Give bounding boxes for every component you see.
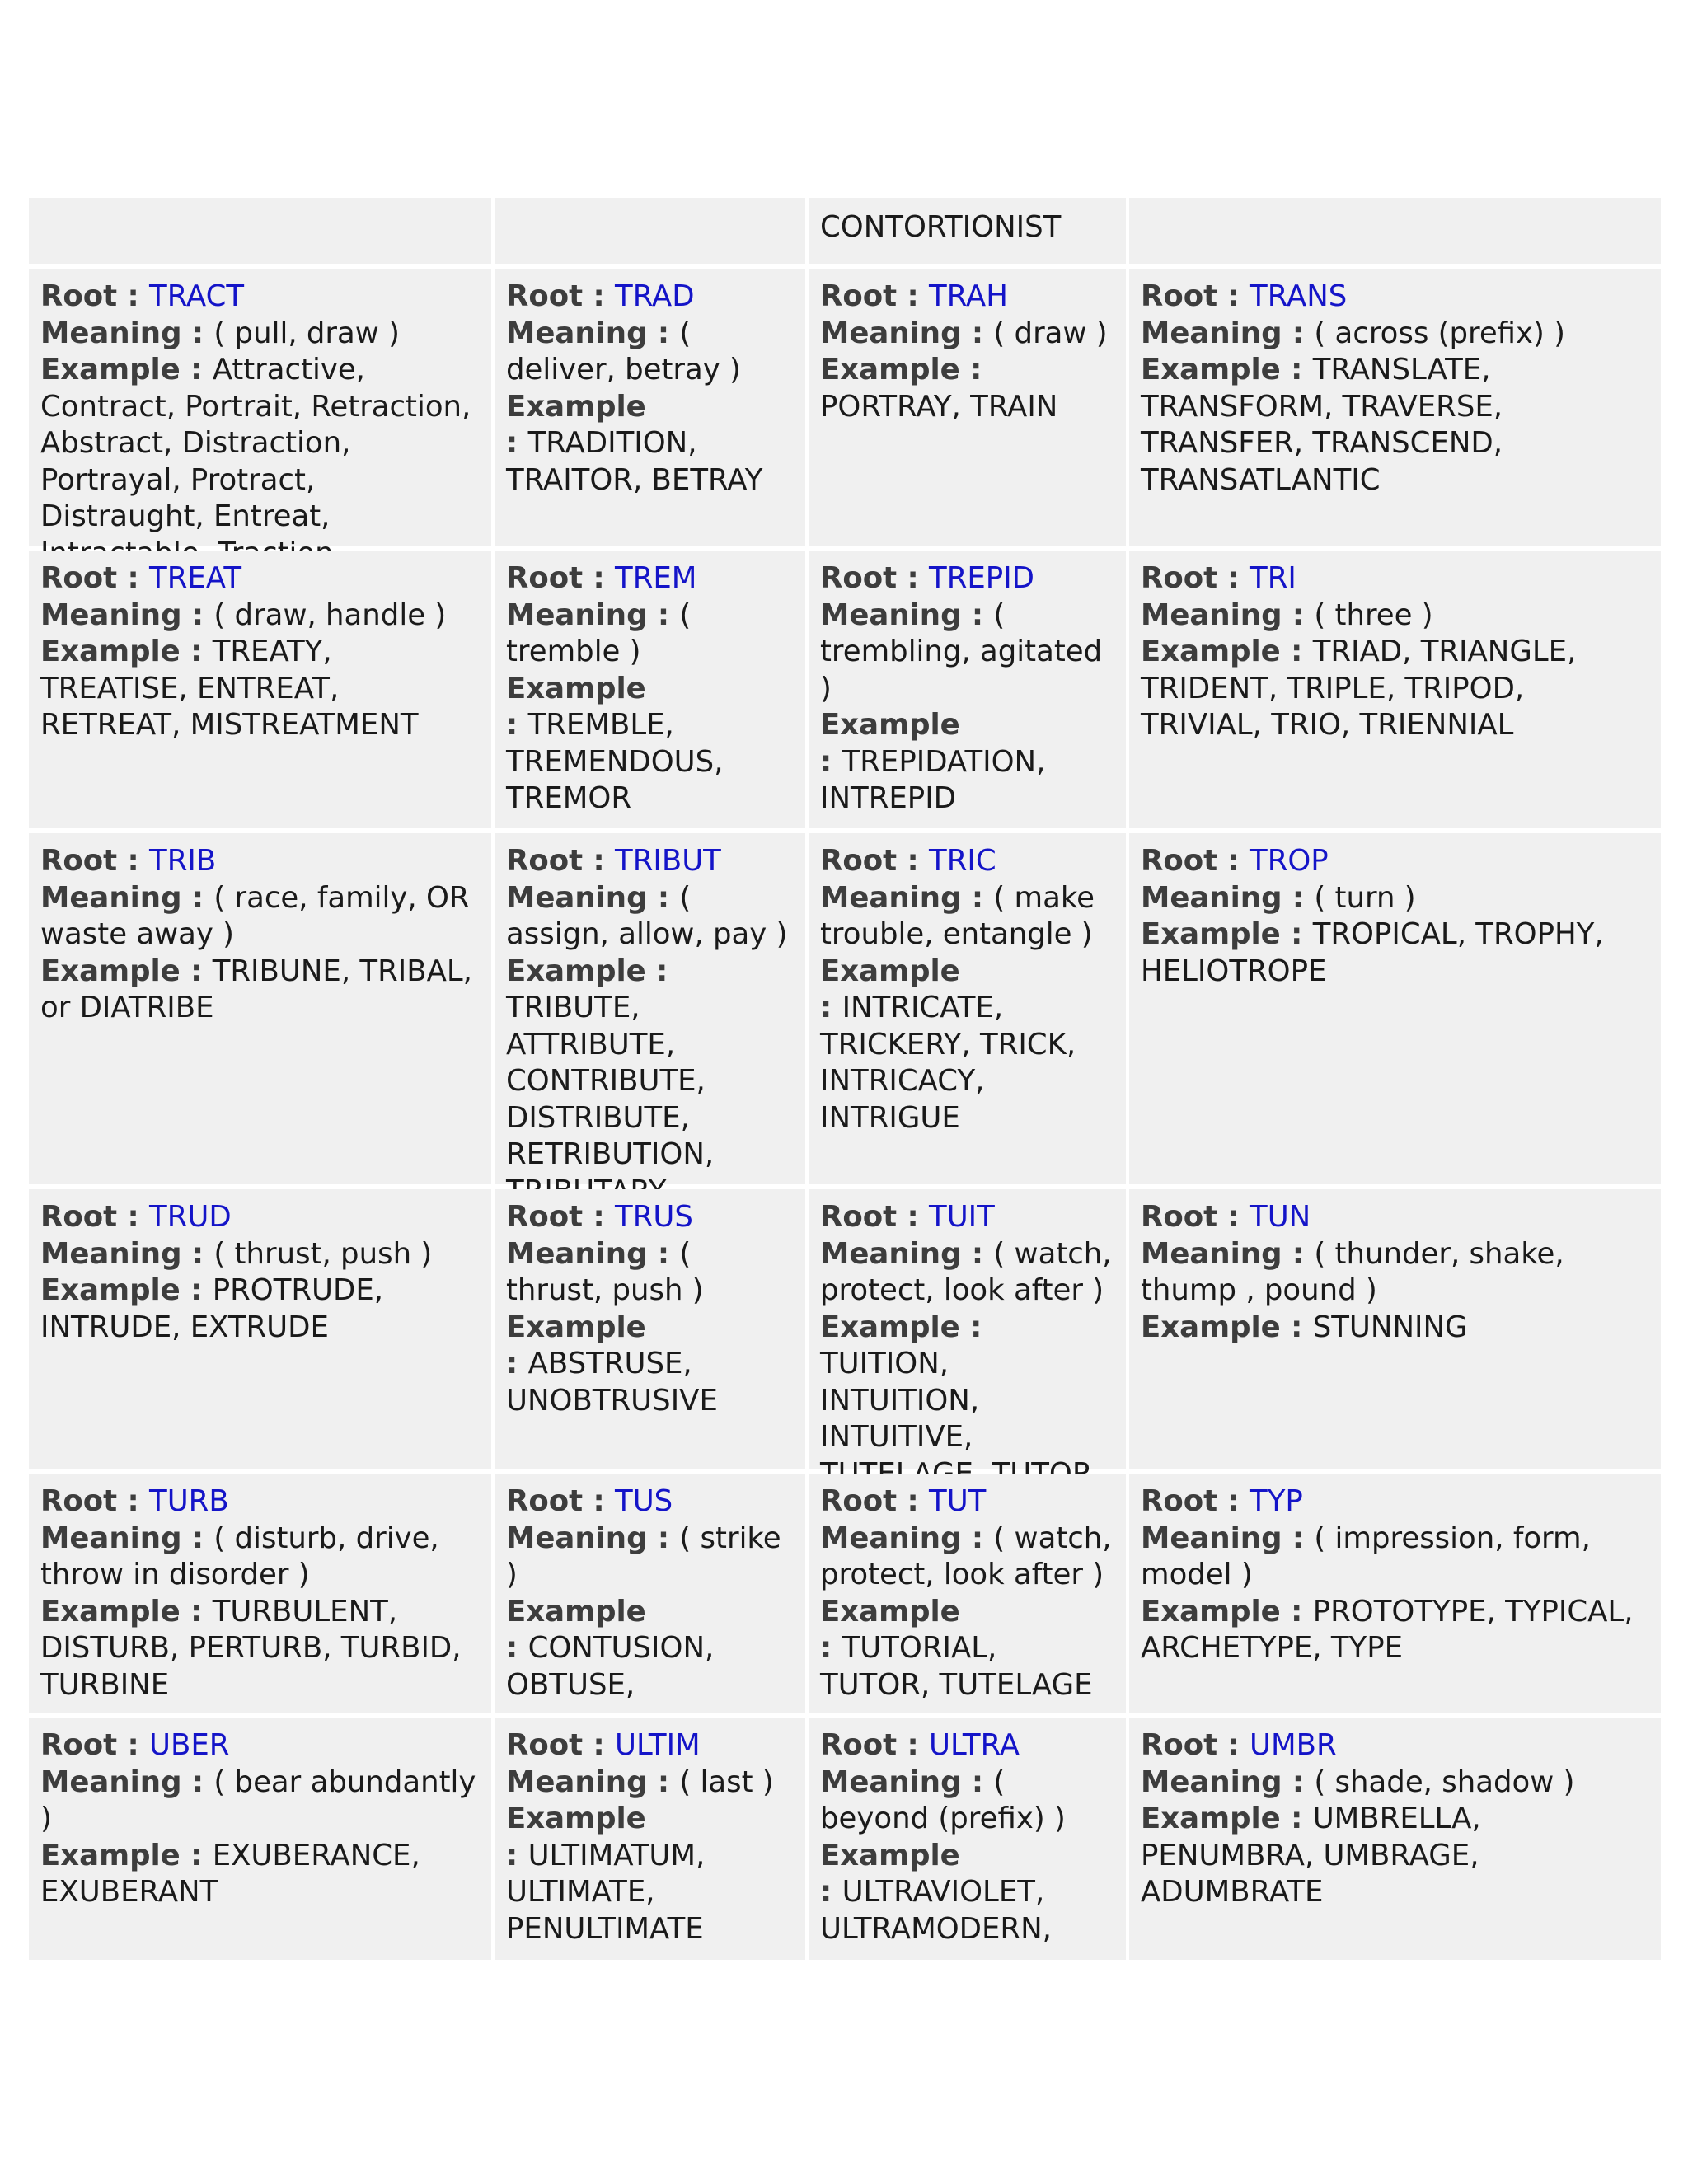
meaning-value: ( draw, handle )	[213, 598, 447, 632]
separator: :	[117, 279, 150, 313]
example-value: PORTRAY, TRAIN	[820, 389, 1058, 424]
example-value: TURBULENT, DISTURB, PERTURB, TURBID, TURBINE	[40, 1594, 462, 1702]
root-label: Root	[40, 1484, 118, 1518]
separator: :	[647, 316, 680, 350]
meaning-label: Meaning	[40, 1765, 182, 1799]
root-value: TROP	[1250, 844, 1329, 878]
example-value: TREPIDATION, INTREPID	[820, 744, 1046, 815]
root-label: Root	[1141, 844, 1218, 878]
meaning-value: ( impression, form, model )	[1141, 1521, 1591, 1591]
separator: :	[506, 426, 528, 460]
root-label: Root	[506, 844, 584, 878]
example-value: TROPICAL, TROPHY, HELIOTROPE	[1141, 917, 1604, 988]
meaning-value: ( trembling, agitated )	[820, 598, 1103, 705]
separator: :	[647, 598, 680, 632]
example-label: Example	[820, 353, 960, 387]
example-value: TRIBUTE, ATTRIBUTE, CONTRIBUTE, DISTRIBUTE, RETRIBUTION,	[506, 991, 715, 1171]
root-label: Root	[1141, 1200, 1218, 1234]
meaning-value: ( pull, draw )	[213, 316, 400, 350]
meaning-label: Meaning	[1141, 598, 1282, 632]
meaning-label: Meaning	[40, 598, 182, 632]
root-entry-cell	[809, 1718, 1126, 1960]
example-value: Attractive, Contract, Portrait, Retraction, Abstract, Distraction, Portrayal, Protract, Distraught, Entreat,	[40, 353, 471, 533]
meaning-label: Meaning	[506, 316, 648, 350]
separator: :	[1217, 1484, 1250, 1518]
meaning-label: Meaning	[506, 880, 648, 915]
example-value: UMBRELLA, PENUMBRA, UMBRAGE, ADUMBRATE	[1141, 1802, 1481, 1909]
separator: :	[1282, 1765, 1315, 1799]
root-entry-cell	[1129, 269, 1661, 546]
example-label: Example	[40, 353, 181, 387]
meaning-value: ( make trouble, entangle )	[820, 880, 1095, 951]
separator: :	[181, 316, 214, 350]
separator: :	[506, 1347, 528, 1380]
root-label: Root	[820, 561, 898, 595]
meaning-label: Meaning	[506, 1765, 648, 1799]
root-value: TREPID	[929, 561, 1035, 595]
example-value: TRANSLATE, TRANSFORM, TRAVERSE, TRANSFER, TRANSCEND, TRANSATLANTIC	[1141, 353, 1503, 497]
separator: :	[1282, 880, 1315, 915]
separator: :	[1280, 1594, 1313, 1629]
root-value: ULTRA	[929, 1728, 1020, 1762]
separator: :	[181, 1765, 214, 1799]
example-value: TREMBLE, TREMENDOUS, TREMOR	[506, 708, 724, 815]
root-value: TYP	[1250, 1484, 1303, 1518]
root-entry-cell	[1129, 551, 1661, 828]
root-entry-cell	[29, 1474, 491, 1713]
example-label: Example	[506, 389, 646, 424]
meaning-value: ( race, family, OR waste away )	[40, 880, 470, 951]
separator: :	[180, 1273, 213, 1307]
header-cell	[495, 198, 805, 264]
root-value: TRUS	[615, 1200, 693, 1234]
root-label: Root	[1141, 561, 1218, 595]
root-label: Root	[820, 1200, 898, 1234]
separator: :	[820, 1875, 842, 1909]
root-label: Root	[820, 279, 898, 313]
meaning-value: ( assign, allow, pay )	[506, 880, 788, 951]
example-value: ULTIMATUM, ULTIMATE, PENULTIMATE	[506, 1838, 706, 1946]
meaning-label: Meaning	[1141, 316, 1282, 350]
meaning-value: ( thrust, push )	[213, 1236, 433, 1271]
separator: :	[897, 561, 930, 595]
separator: :	[583, 561, 616, 595]
root-value: ULTIM	[615, 1728, 701, 1762]
root-value: TRUD	[149, 1200, 232, 1234]
root-entry-cell	[1129, 1718, 1661, 1960]
example-label: Example	[820, 954, 960, 988]
root-entry-cell	[809, 269, 1126, 546]
example-value: PROTOTYPE, TYPICAL, ARCHETYPE, TYPE	[1141, 1594, 1634, 1665]
example-label: Example	[40, 954, 181, 988]
meaning-value: ( watch, protect, look after )	[820, 1521, 1112, 1591]
root-entry-cell	[495, 1189, 805, 1469]
separator: :	[180, 635, 213, 668]
example-label: Example	[506, 1310, 646, 1344]
root-value: TRIBUT	[615, 844, 721, 878]
separator: :	[1282, 1236, 1315, 1271]
separator: :	[959, 353, 982, 387]
separator: :	[959, 1310, 982, 1344]
root-entry-cell	[809, 1189, 1126, 1469]
meaning-label: Meaning	[40, 1521, 182, 1555]
separator: :	[1280, 1310, 1313, 1344]
root-value: UBER	[149, 1728, 230, 1762]
separator: :	[897, 279, 930, 313]
root-label: Root	[506, 1484, 584, 1518]
header-cell: CONTORTIONIST	[809, 198, 1126, 264]
separator: :	[647, 1765, 680, 1799]
example-value: STUNNING	[1312, 1310, 1468, 1344]
example-value: PROTRUDE, INTRUDE, EXTRUDE	[40, 1273, 384, 1344]
meaning-value: ( across (prefix) )	[1314, 316, 1566, 350]
separator: :	[180, 1594, 213, 1629]
separator: :	[645, 954, 668, 988]
separator: :	[961, 598, 994, 632]
meaning-label: Meaning	[820, 1521, 962, 1555]
meaning-label: Meaning	[820, 598, 962, 632]
root-entry-cell	[495, 1718, 805, 1960]
separator: :	[897, 1484, 930, 1518]
root-value: TRAD	[615, 279, 695, 313]
separator: :	[1280, 917, 1313, 951]
example-label: Example	[1141, 1310, 1281, 1344]
example-value: ULTRAVIOLET, ULTRAMODERN,	[820, 1875, 1052, 1946]
meaning-label: Meaning	[506, 598, 648, 632]
separator: :	[647, 1521, 680, 1555]
root-entry-cell	[29, 269, 491, 546]
separator: :	[1280, 353, 1313, 387]
separator: :	[961, 1765, 994, 1799]
separator: :	[181, 1521, 214, 1555]
example-label: Example	[1141, 635, 1281, 668]
example-value: TREATY, TREATISE, ENTREAT, RETREAT, MISTREATMENT	[40, 635, 419, 742]
example-label: Example	[1141, 353, 1281, 387]
root-value: TUS	[615, 1484, 673, 1518]
separator: :	[897, 844, 930, 878]
separator: :	[180, 1838, 213, 1872]
separator: :	[961, 880, 994, 915]
root-label: Root	[506, 1200, 584, 1234]
root-label: Root	[820, 844, 898, 878]
meaning-label: Meaning	[506, 1236, 648, 1271]
root-label: Root	[820, 1728, 898, 1762]
root-entry-cell	[29, 1718, 491, 1960]
separator: :	[1282, 316, 1315, 350]
root-entry-cell	[495, 551, 805, 828]
separator: :	[961, 1236, 994, 1271]
separator: :	[180, 954, 213, 988]
root-label: Root	[506, 561, 584, 595]
separator: :	[1280, 635, 1313, 668]
example-label: Example	[506, 954, 646, 988]
root-value: TRACT	[149, 279, 245, 313]
example-value: INTRICATE, TRICKERY, TRICK, INTRICACY, INTRIGUE	[820, 991, 1076, 1135]
meaning-value: ( disturb, drive, throw in disorder )	[40, 1521, 439, 1591]
root-label: Root	[1141, 1484, 1218, 1518]
header-cell	[29, 198, 491, 264]
separator: :	[181, 1236, 214, 1271]
example-label: Example	[1141, 917, 1281, 951]
example-label: Example	[820, 1310, 960, 1344]
example-value: EXUBERANCE, EXUBERANT	[40, 1838, 420, 1909]
example-value: ABSTRUSE, UNOBTRUSIVE	[506, 1347, 718, 1418]
separator: :	[961, 1521, 994, 1555]
separator: :	[1280, 1802, 1313, 1835]
root-value: TRI	[1250, 561, 1296, 595]
meaning-label: Meaning	[40, 316, 182, 350]
root-entry-cell	[29, 833, 491, 1184]
separator: :	[647, 1236, 680, 1271]
example-label: Example	[40, 1594, 181, 1629]
example-label: Example	[40, 635, 181, 668]
meaning-value: ( bear abundantly )	[40, 1765, 476, 1835]
separator: :	[117, 1728, 150, 1762]
meaning-value: ( thunder, shake, thump , pound )	[1141, 1236, 1564, 1307]
meaning-value: ( three )	[1314, 598, 1433, 632]
example-label: Example	[820, 1594, 960, 1629]
root-entry-cell	[1129, 833, 1661, 1184]
example-value: TRADITION, TRAITOR, BETRAY	[506, 426, 763, 497]
root-entry-cell	[809, 833, 1126, 1184]
separator: :	[897, 1728, 930, 1762]
root-entry-cell	[495, 1474, 805, 1713]
separator: :	[181, 880, 214, 915]
root-entry-cell	[29, 1189, 491, 1469]
separator: :	[117, 1484, 150, 1518]
example-label: Example	[506, 1594, 646, 1629]
example-label: Example	[1141, 1594, 1281, 1629]
example-value: TRIAD, TRIANGLE, TRIDENT, TRIPLE, TRIPOD, TRIVIAL, TRIO, TRIENNIAL	[1141, 635, 1577, 742]
separator: :	[117, 1200, 150, 1234]
separator: :	[583, 1728, 616, 1762]
separator: :	[1217, 279, 1250, 313]
separator: :	[117, 561, 150, 595]
root-value: TURB	[149, 1484, 229, 1518]
separator: :	[820, 744, 842, 779]
meaning-label: Meaning	[1141, 1236, 1282, 1271]
root-value: TUN	[1250, 1200, 1311, 1234]
meaning-label: Meaning	[820, 1765, 962, 1799]
meaning-value: ( shade, shadow )	[1314, 1765, 1575, 1799]
separator: :	[180, 353, 213, 387]
root-label: Root	[40, 279, 118, 313]
meaning-value: ( last )	[679, 1765, 774, 1799]
meaning-value: ( deliver, betray )	[506, 316, 741, 387]
meaning-value: ( tremble )	[506, 598, 692, 668]
root-label: Root	[40, 844, 118, 878]
meaning-label: Meaning	[506, 1521, 648, 1555]
root-entry-cell	[1129, 1189, 1661, 1469]
separator: :	[1217, 844, 1250, 878]
header-cell	[1129, 198, 1661, 264]
root-entry-cell	[495, 833, 805, 1184]
meaning-label: Meaning	[40, 1236, 182, 1271]
example-value: TUTORIAL, TUTOR, TUTELAGE	[820, 1631, 1093, 1702]
separator: :	[506, 1838, 528, 1872]
root-value: TUT	[929, 1484, 987, 1518]
separator: :	[820, 991, 842, 1024]
meaning-label: Meaning	[1141, 1521, 1282, 1555]
root-value: TREM	[615, 561, 697, 595]
root-label: Root	[40, 561, 118, 595]
meaning-label: Meaning	[1141, 880, 1282, 915]
root-entry-cell	[29, 551, 491, 828]
root-value: TRAH	[929, 279, 1008, 313]
meaning-value: ( turn )	[1314, 880, 1416, 915]
example-value: CONTUSION, OBTUSE,	[506, 1631, 715, 1702]
separator: :	[117, 844, 150, 878]
root-value: TRANS	[1250, 279, 1348, 313]
root-value: TREAT	[149, 561, 242, 595]
root-value: TUIT	[929, 1200, 995, 1234]
root-label: Root	[506, 1728, 584, 1762]
root-label: Root	[40, 1728, 118, 1762]
separator: :	[181, 598, 214, 632]
root-entry-cell	[809, 1474, 1126, 1713]
separator: :	[506, 1631, 528, 1665]
meaning-label: Meaning	[40, 880, 182, 915]
example-label: Example	[820, 708, 960, 742]
meaning-value: ( watch, protect, look after )	[820, 1236, 1112, 1307]
separator: :	[820, 1631, 842, 1665]
root-value: UMBR	[1250, 1728, 1337, 1762]
example-label: Example	[40, 1838, 181, 1872]
example-label: Example	[40, 1273, 181, 1307]
separator: :	[583, 1200, 616, 1234]
separator: :	[1282, 598, 1315, 632]
meaning-value: ( strike )	[506, 1521, 781, 1591]
root-label: Root	[1141, 1728, 1218, 1762]
meaning-value: ( thrust, push )	[506, 1236, 704, 1307]
root-label: Root	[820, 1484, 898, 1518]
separator: :	[506, 708, 528, 742]
meaning-value: ( draw )	[993, 316, 1108, 350]
meaning-label: Meaning	[820, 880, 962, 915]
meaning-label: Meaning	[820, 316, 962, 350]
root-entry-cell	[809, 551, 1126, 828]
separator: :	[897, 1200, 930, 1234]
roots-table	[29, 198, 1661, 1960]
separator: :	[1217, 1728, 1250, 1762]
separator: :	[583, 844, 616, 878]
separator: :	[1217, 1200, 1250, 1234]
meaning-value: ( beyond (prefix) )	[820, 1765, 1066, 1835]
example-value: TRIBUNE, TRIBAL, or DIATRIBE	[40, 954, 472, 1024]
example-label: Example	[506, 1802, 646, 1835]
root-entry-cell	[495, 269, 805, 546]
separator: :	[961, 316, 994, 350]
root-label: Root	[1141, 279, 1218, 313]
separator: :	[583, 279, 616, 313]
meaning-label: Meaning	[820, 1236, 962, 1271]
example-value: TUITION, INTUITION, INTUITIVE,	[820, 1347, 980, 1454]
root-value: TRIC	[929, 844, 996, 878]
root-value: TRIB	[149, 844, 217, 878]
separator: :	[647, 880, 680, 915]
root-entry-cell	[1129, 1474, 1661, 1713]
separator: :	[1217, 561, 1250, 595]
meaning-label: Meaning	[1141, 1765, 1282, 1799]
example-label: Example	[820, 1838, 960, 1872]
root-label: Root	[506, 279, 584, 313]
separator: :	[1282, 1521, 1315, 1555]
separator: :	[583, 1484, 616, 1518]
example-label: Example	[506, 671, 646, 705]
example-label: Example	[1141, 1802, 1281, 1835]
root-label: Root	[40, 1200, 118, 1234]
